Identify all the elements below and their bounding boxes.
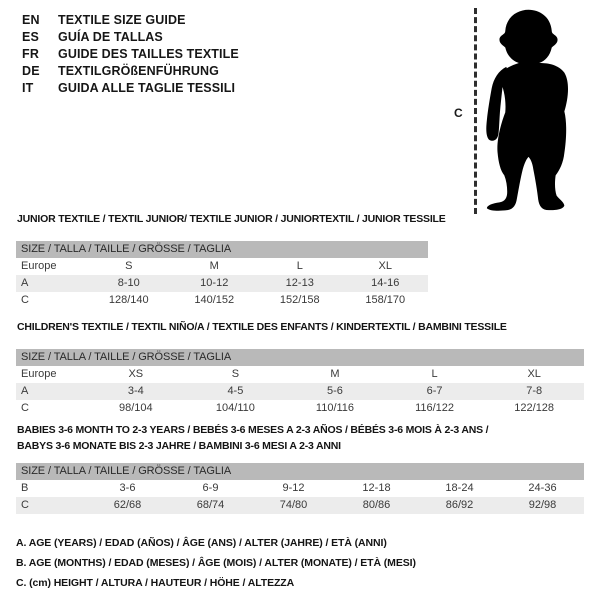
age-cell: 8-10	[117, 277, 140, 289]
age-cell: 7-8	[526, 385, 543, 397]
size-cell: M	[330, 368, 340, 380]
language-title: GUIDA ALLE TAGLIE TESSILI	[58, 80, 236, 95]
height-cell: 152/158	[279, 294, 320, 306]
age-cell: 4-5	[227, 385, 244, 397]
language-row-es	[22, 28, 239, 45]
language-row-en	[22, 11, 239, 28]
height-cell: 62/68	[113, 499, 142, 511]
height-cell: 104/110	[215, 402, 255, 414]
language-code: ES	[22, 29, 40, 44]
age-cell: 3-4	[127, 385, 144, 397]
language-row-fr	[22, 45, 239, 62]
legend-note-c: C. (cm) HEIGHT / ALTURA / HAUTEUR / HÖHE / ALTEZZA	[16, 577, 295, 589]
section-title-babies-line1: BABIES 3-6 MONTH TO 2-3 YEARS / BEBÉS 3-6 MESES A 2-3 AÑOS / BÉBÉS 3-6 MOIS À 2-3 ANS /	[17, 424, 489, 436]
size-table-children	[16, 349, 584, 417]
age-cell: 18-24	[445, 482, 474, 494]
age-cell: 5-6	[327, 385, 343, 397]
size-cell: XS	[128, 368, 144, 380]
age-cell: 6-7	[426, 385, 443, 397]
height-dashed-line	[474, 8, 477, 214]
height-cell: 128/140	[108, 294, 149, 306]
age-cell: 12-13	[285, 277, 314, 289]
table-row-height	[16, 400, 584, 417]
section-title-babies	[17, 424, 488, 452]
section-title-babies-line2: BABYS 3-6 MONATE BIS 2-3 JAHRE / BAMBINI 3-6 MESI A 2-3 ANNI	[17, 439, 341, 452]
legend-note-a: A. AGE (YEARS) / EDAD (AÑOS) / ÂGE (ANS) / ALTER (JAHRE) / ETÀ (ANNI)	[16, 537, 387, 549]
language-code: EN	[22, 12, 40, 27]
language-row-de	[22, 62, 239, 79]
language-title: GUIDE DES TAILLES TEXTILE	[58, 46, 239, 61]
size-cell: XL	[378, 260, 392, 272]
section-title-children: CHILDREN'S TEXTILE / TEXTIL NIÑO/A / TEXTILE DES ENFANTS / KINDERTEXTIL / BAMBINI TESSILE	[17, 321, 507, 333]
size-table-babies	[16, 463, 584, 514]
size-cell: L	[296, 260, 303, 272]
age-cell: 6-9	[202, 482, 219, 494]
height-cell: 158/170	[365, 294, 406, 306]
language-row-it	[22, 79, 239, 96]
age-cell: 14-16	[371, 277, 400, 289]
language-title-list	[22, 11, 239, 96]
height-cell: 122/128	[514, 402, 555, 414]
height-measure-label: C	[454, 106, 463, 120]
height-cell: 86/92	[445, 499, 474, 511]
language-code: FR	[22, 46, 40, 61]
age-cell: 9-12	[282, 482, 305, 494]
row-label: Europe	[21, 260, 57, 272]
row-label: Europe	[21, 368, 57, 380]
table-row-age	[16, 383, 584, 400]
size-table-junior	[16, 241, 428, 309]
age-cell: 3-6	[119, 482, 136, 494]
table-row-height	[16, 497, 584, 514]
height-cell: 110/116	[315, 402, 355, 414]
language-title: GUÍA DE TALLAS	[58, 29, 163, 44]
legend-notes	[16, 533, 416, 593]
row-label: B	[21, 482, 29, 494]
size-cell: S	[125, 260, 133, 272]
section-title-junior: JUNIOR TEXTILE / TEXTIL JUNIOR/ TEXTILE JUNIOR / JUNIORTEXTIL / JUNIOR TESSILE	[17, 213, 446, 225]
row-label: C	[21, 402, 29, 414]
language-code: IT	[22, 80, 34, 95]
legend-note-b: B. AGE (MONTHS) / EDAD (MESES) / ÂGE (MOIS) / ALTER (MONATE) / ETÀ (MESI)	[16, 557, 416, 569]
height-measure-figure	[450, 5, 585, 217]
language-title: TEXTILE SIZE GUIDE	[58, 12, 186, 27]
height-cell: 140/152	[194, 294, 235, 306]
language-code: DE	[22, 63, 40, 78]
age-cell: 12-18	[362, 482, 391, 494]
row-label: C	[21, 499, 29, 511]
table-row-age-months	[16, 480, 584, 497]
table-size-header: SIZE / TALLA / TAILLE / GRÖSSE / TAGLIA	[16, 241, 428, 258]
age-cell: 10-12	[200, 277, 229, 289]
language-title: TEXTILGRÖßENFÜHRUNG	[58, 63, 219, 78]
table-size-header: SIZE / TALLA / TAILLE / GRÖSSE / TAGLIA	[16, 463, 584, 480]
row-label: A	[21, 385, 29, 397]
table-row-europe	[16, 366, 584, 383]
table-row-age	[16, 275, 428, 292]
table-row-height	[16, 292, 428, 309]
age-cell: 24-36	[528, 482, 557, 494]
height-cell: 92/98	[528, 499, 557, 511]
height-cell: 116/122	[415, 402, 455, 414]
height-cell: 98/104	[118, 402, 153, 414]
table-row-europe	[16, 258, 428, 275]
row-label: A	[21, 277, 29, 289]
size-cell: XL	[527, 368, 541, 380]
height-cell: 68/74	[196, 499, 225, 511]
size-cell: S	[231, 368, 240, 380]
table-size-header: SIZE / TALLA / TAILLE / GRÖSSE / TAGLIA	[16, 349, 584, 366]
height-cell: 80/86	[362, 499, 391, 511]
size-cell: L	[431, 368, 438, 380]
height-cell: 74/80	[279, 499, 308, 511]
row-label: C	[21, 294, 29, 306]
size-cell: M	[209, 260, 219, 272]
baby-silhouette-icon	[483, 5, 575, 212]
